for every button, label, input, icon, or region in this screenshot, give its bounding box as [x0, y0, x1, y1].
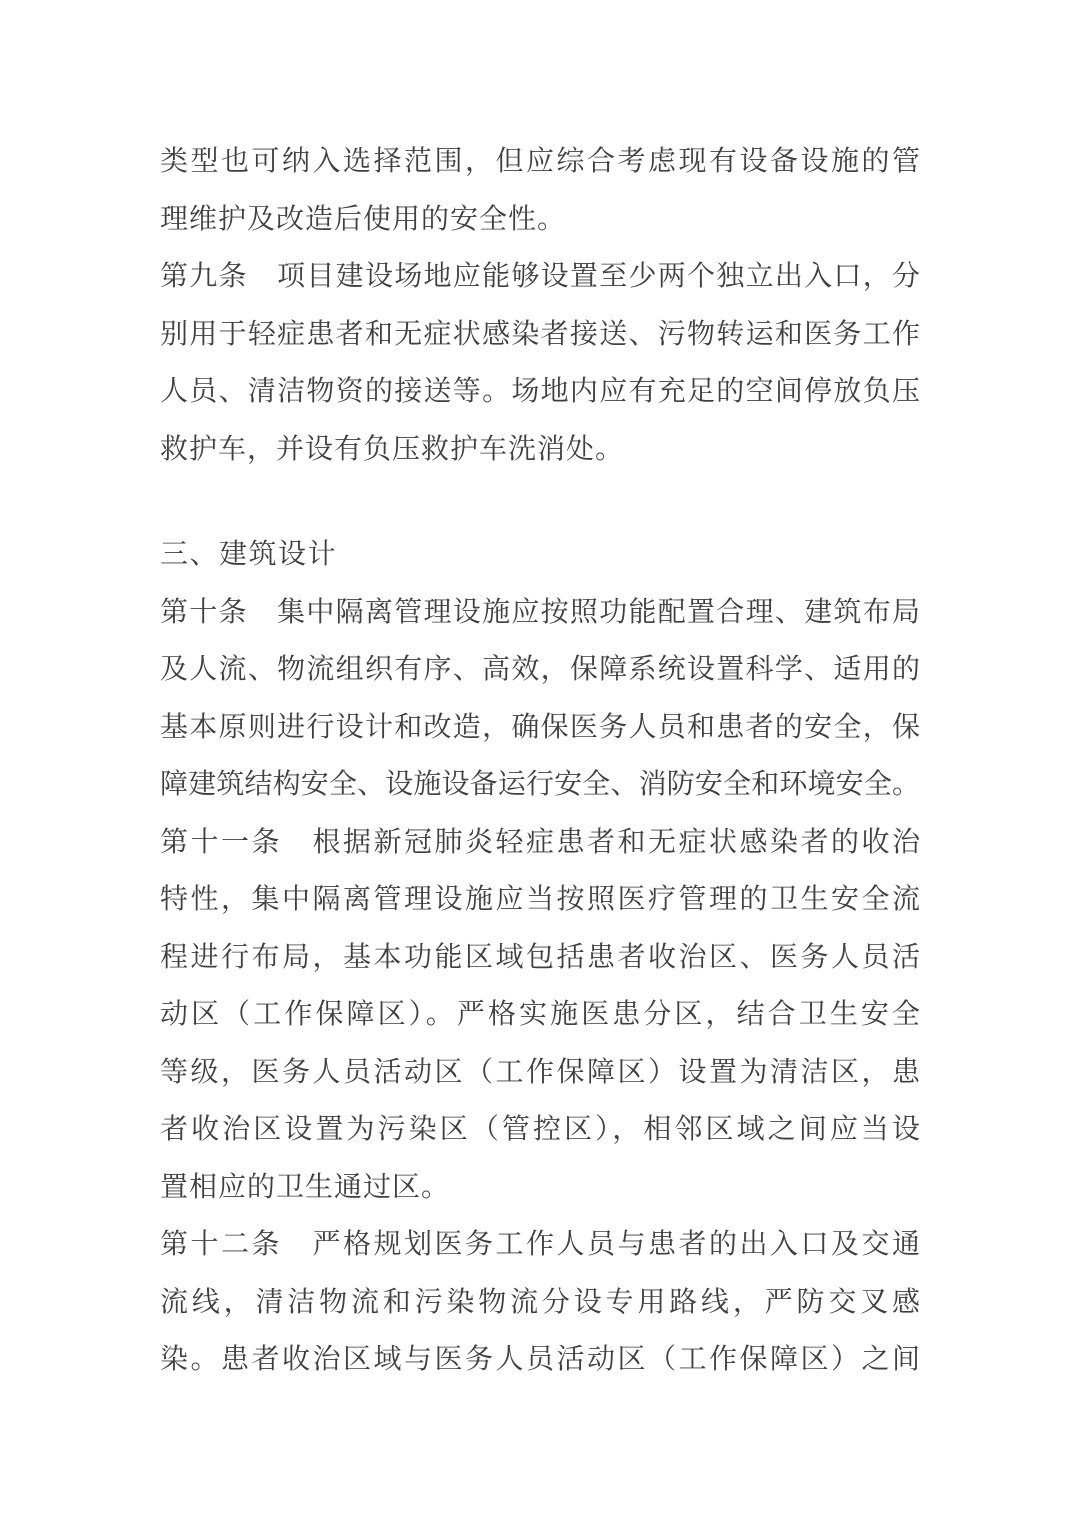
text-line: 染。患者收治区域与医务人员活动区（工作保障区）之间: [160, 1344, 920, 1375]
text-line: 障建筑结构安全、设施设备运行安全、消防安全和环境安全。: [160, 769, 920, 800]
text-line: 基本原则进行设计和改造，确保医务人员和患者的安全，保: [160, 711, 920, 743]
text-line: 第九条 项目建设场地应能够设置至少两个独立出入口，分: [160, 261, 920, 292]
text-line: 救护车，并设有负压救护车洗消处。: [160, 433, 625, 465]
text-line: 程进行布局，基本功能区域包括患者收治区、医务人员活: [160, 941, 920, 973]
text-line: 别用于轻症患者和无症状感染者接送、污物转运和医务工作: [160, 318, 920, 350]
text-line: 第十条 集中隔离管理设施应按照功能配置合理、建筑布局: [160, 596, 920, 628]
text-line: 流线，清洁物流和污染物流分设专用路线，严防交叉感: [160, 1286, 920, 1318]
document-content: [160, 133, 920, 1389]
text-line: 等级，医务人员活动区（工作保障区）设置为清洁区，患: [160, 1056, 920, 1088]
section-heading: 三、建筑设计: [160, 539, 338, 570]
text-line: 置相应的卫生通过区。: [160, 1171, 451, 1203]
text-line: 动区（工作保障区）。严格实施医患分区，结合卫生安全: [160, 999, 920, 1030]
text-line: 类型也可纳入选择范围，但应综合考虑现有设备设施的管: [160, 146, 920, 177]
text-line: 及人流、物流组织有序、高效，保障系统设置科学、适用的: [160, 654, 920, 685]
paragraph-spacer: [160, 478, 920, 526]
text-line: 第十一条 根据新冠肺炎轻症患者和无症状感染者的收治: [160, 826, 920, 858]
text-line: 人员、清洁物资的接送等。场地内应有充足的空间停放负压: [160, 376, 920, 407]
text-line: 第十二条 严格规划医务工作人员与患者的出入口及交通: [160, 1229, 920, 1260]
text-line: 者收治区设置为污染区（管控区），相邻区域之间应当设: [160, 1114, 920, 1145]
text-line: 理维护及改造后使用的安全性。: [160, 203, 567, 235]
text-line: 特性，集中隔离管理设施应当按照医疗管理的卫生安全流: [160, 884, 920, 915]
